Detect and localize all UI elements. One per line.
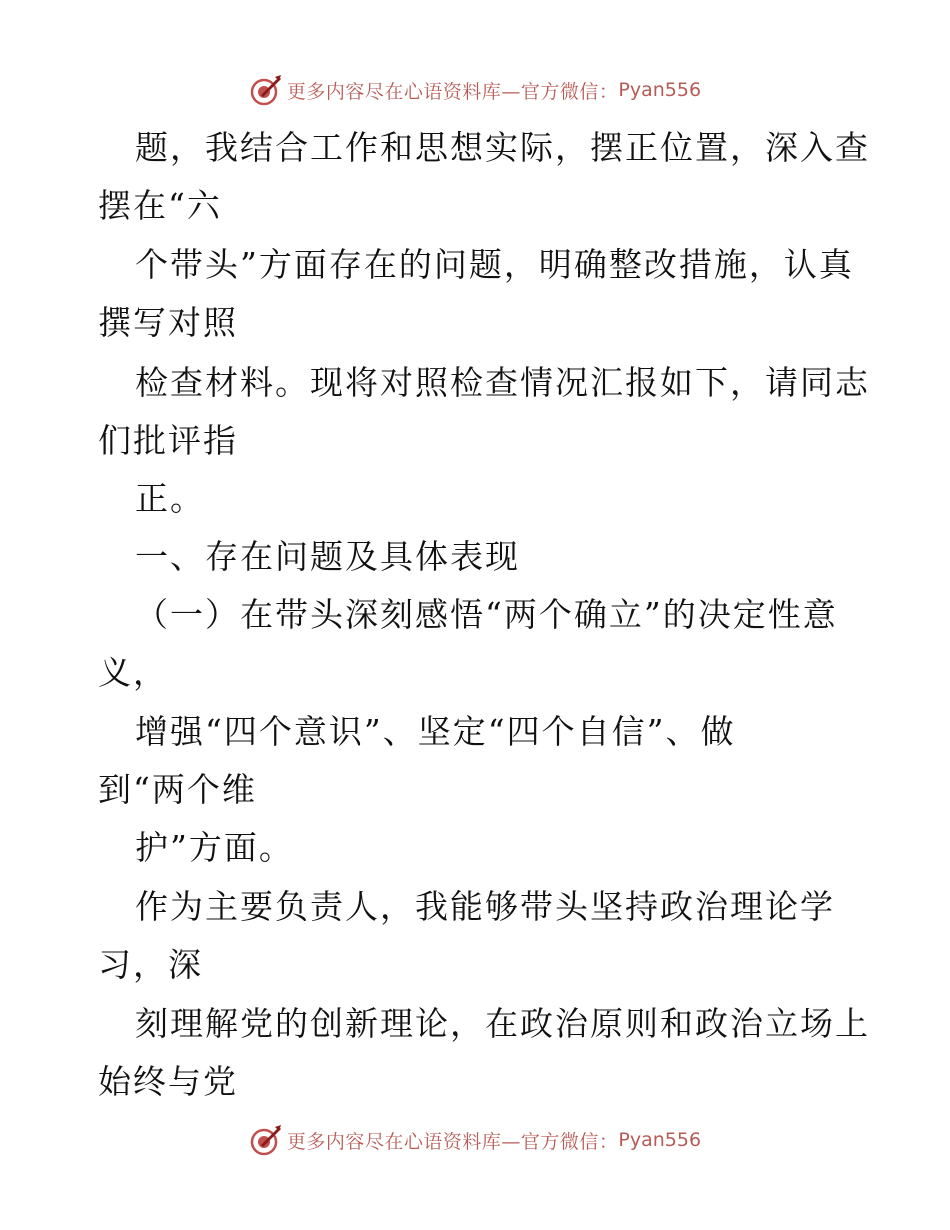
paragraph-line: 刻理解党的创新理论，在政治原则和政治立场上 xyxy=(135,1004,870,1043)
footer-watermark xyxy=(0,1120,950,1160)
paragraph-line: 始终与党 xyxy=(98,1062,238,1101)
paragraph-line: 习，深 xyxy=(98,945,203,984)
watermark-text: 更多内容尽在心语资料库—官方微信： xyxy=(286,1130,619,1153)
paragraph-line: 个带头”方面存在的问题，明确整改措施，认真 xyxy=(135,245,854,284)
paragraph-line: 检查材料。现将对照检查情况汇报如下，请同志 xyxy=(135,363,870,402)
paragraph-line: 正。 xyxy=(135,479,205,518)
paragraph-line: 增强“四个意识”、坚定“四个自信”、做 xyxy=(135,712,736,751)
quill-seal-icon xyxy=(249,1123,283,1157)
watermark-text: 更多内容尽在心语资料库—官方微信： xyxy=(286,80,619,103)
paragraph-line: 作为主要负责人，我能够带头坚持政治理论学 xyxy=(135,887,835,926)
paragraph-line: 们批评指 xyxy=(98,421,238,460)
paragraph-line: 护”方面。 xyxy=(135,828,294,867)
paragraph-line: 撰写对照 xyxy=(98,303,238,342)
paragraph-line: 摆在“六 xyxy=(98,186,222,225)
watermark-wechat-id: Pyan556 xyxy=(618,1129,702,1151)
paragraph-line: 题，我结合工作和思想实际，摆正位置，深入查 xyxy=(135,128,870,167)
paragraph-line: 到“两个维 xyxy=(98,770,257,809)
watermark-wechat-id: Pyan556 xyxy=(618,79,702,101)
subsection-heading: （一）在带头深刻感悟“两个确立”的决定性意 xyxy=(135,595,838,634)
paragraph-line: 义， xyxy=(98,653,168,692)
section-heading: 一、存在问题及具体表现 xyxy=(135,537,520,576)
